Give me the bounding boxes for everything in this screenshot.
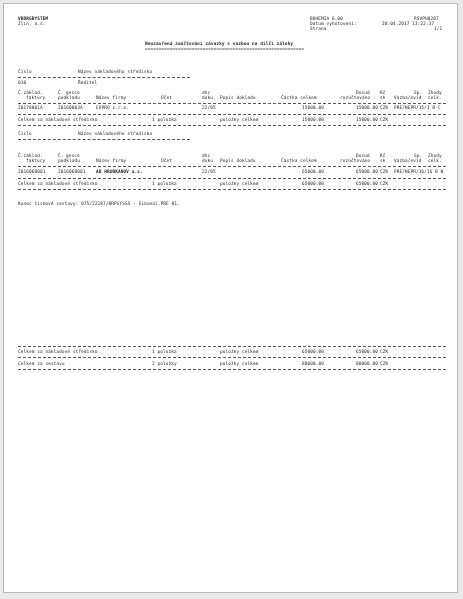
grand-total-label: Celkem za sestavu [18, 362, 65, 367]
section2-summary-dosud: 65000.00 [356, 182, 378, 187]
th2-podkladu: podkladu [58, 159, 80, 164]
group1-rule [18, 77, 190, 78]
group2-col-cislo: Číslo [18, 132, 32, 137]
th2-prefix: Č. [58, 154, 64, 159]
row1-kc: CZK [380, 106, 389, 111]
th-sk: sk [380, 96, 386, 101]
th2-sk: sk [380, 159, 386, 164]
row1-dhc: 22/05 [202, 106, 216, 111]
th-nazev-firmy: Název firmy [96, 96, 127, 101]
grand-summary-label: Celkem za nákladové středisko [18, 350, 98, 355]
section2-summary-castka: 65000.00 [302, 182, 324, 187]
company-name: VRDRGBYSTEM [18, 17, 49, 22]
th-sp: Sp. [414, 91, 423, 96]
group1-code: 010 [18, 81, 27, 86]
section1-summary-count: 1 položka [152, 118, 177, 123]
th2-faktury: faktury [26, 159, 46, 164]
group1-col-nazev: Název nákladového střediska [78, 70, 153, 75]
th-zhody: Zhody [428, 91, 442, 96]
grand-summary-kc: CZK [380, 350, 389, 355]
row2-kc: CZK [380, 170, 389, 175]
th2-gesce: gesce [66, 154, 80, 159]
th2-dhc: dhc [202, 154, 211, 159]
system-name: BOHEMIA 6.00 [310, 17, 343, 22]
report-id: RSVPH0287 [414, 17, 439, 22]
th2-zhody: Zhody [428, 154, 442, 159]
th2-doku: doku [202, 159, 213, 164]
th2-rozuctovano: rozúčtováno [340, 159, 371, 164]
grand-mid-rule [18, 357, 446, 358]
th2-dosud: Dosud [356, 154, 370, 159]
grand-total-mid: položky celkem [220, 362, 259, 367]
row2-castka: 65000.00 [302, 170, 324, 175]
th-ucet: Účet [161, 96, 172, 101]
row1-gesce: 20160003A [58, 106, 83, 111]
th-castka: Částka celkem [281, 96, 317, 101]
th-faktury: faktury [26, 96, 46, 101]
section1-summary-kc: CZK [380, 118, 389, 123]
group2-rule [18, 139, 190, 140]
printed-value: 20.04.2017 13:22:37 [382, 22, 435, 27]
grand-total-castka: 80000.00 [302, 362, 324, 367]
report-page [3, 3, 458, 593]
row2-vazba: PRE/NEPR/16/16 B N [394, 170, 444, 175]
th2-castka: Částka celkem [281, 159, 317, 164]
report-title: Neuzavřená zaúčtování závazky s vazbou na dílčí zálohy [145, 42, 294, 47]
group2-col-nazev: Název nákladového střediska [78, 132, 153, 137]
th-kc: Kč [380, 91, 386, 96]
th-prefix: Č. [58, 91, 64, 96]
page-label: Strana [310, 27, 327, 32]
table1-header-rule [18, 103, 446, 104]
th-zaklad: Č.základ. [18, 91, 43, 96]
row1-vazba: PRE/NEPR/15/1 B C [394, 106, 441, 111]
th-celk: celk. [428, 96, 442, 101]
company-place: Zlín, a.s. [18, 22, 46, 27]
section1-summary-rule [18, 125, 446, 126]
th2-vazba: Vazba/evid [394, 159, 422, 164]
grand-bottom-rule [18, 369, 446, 370]
section2-summary-count: 1 položka [152, 182, 177, 187]
section1-summary-castka: 15000.00 [302, 118, 324, 123]
row2-firma: AB HRUBKANOV a.s. [96, 170, 143, 175]
th2-kc: Kč [380, 154, 386, 159]
printed-label: Datum vyhotovení: [310, 22, 357, 27]
section2-summary-kc: CZK [380, 182, 389, 187]
grand-summary-castka: 65000.00 [302, 350, 324, 355]
table2-row-rule [18, 178, 446, 179]
th-podkladu: podkladu [58, 96, 80, 101]
th-dosud: Dosud [356, 91, 370, 96]
grand-summary-dosud: 65000.00 [356, 350, 378, 355]
section1-summary-dosud: 15000.00 [356, 118, 378, 123]
row1-dosud: 15000.00 [356, 106, 378, 111]
section1-summary-mid: položky celkem [220, 118, 259, 123]
th2-celk: celk. [428, 159, 442, 164]
th-dhc: dhc [202, 91, 211, 96]
th-vazba: Vazba/evid [394, 96, 422, 101]
th-gesce: gesce [66, 91, 80, 96]
th2-sp: Sp. [414, 154, 423, 159]
table1-row-rule [18, 114, 446, 115]
th2-nazev-firmy: Název firmy [96, 159, 127, 164]
title-underline: ========================================================== [145, 47, 305, 52]
section2-summary-rule [18, 189, 446, 190]
th2-popis: Popis dokladu [220, 159, 256, 164]
report-end-line: Konec tiskové sestavy: 075/22287/BRPGYSSS - Gibanal.PRE 01. [18, 202, 180, 207]
row2-gesce: 2016060001 [58, 170, 86, 175]
group1-col-cislo: Číslo [18, 70, 32, 75]
group1-name: Ředitel [78, 81, 98, 86]
th-popis: Popis dokladu [220, 96, 256, 101]
table2-header-rule [18, 166, 446, 167]
th2-zaklad: Č.základ. [18, 154, 43, 159]
row1-castka: 15000.00 [302, 106, 324, 111]
section1-summary-label: Celkem za nákladové středisko [18, 118, 98, 123]
row2-dhc: 22/05 [202, 170, 216, 175]
th2-ucet: Účet [161, 159, 172, 164]
grand-total-kc: CZK [380, 362, 389, 367]
row1-zaklad: 20170001A [18, 106, 43, 111]
grand-total-count: 2 položky [152, 362, 177, 367]
section2-summary-mid: položky celkem [220, 182, 259, 187]
grand-summary-count: 1 položka [152, 350, 177, 355]
page-value: 1/1 [434, 27, 443, 32]
section2-summary-label: Celkem za nákladové středisko [18, 182, 98, 187]
th-doku: doku [202, 96, 213, 101]
grand-top-rule [18, 346, 446, 347]
grand-summary-mid: položky celkem [220, 350, 259, 355]
row2-dosud: 65000.00 [356, 170, 378, 175]
th-rozuctovano: rozúčtováno [340, 96, 371, 101]
row1-firma: EXPRO s.r.o. [96, 106, 129, 111]
grand-total-dosud: 80000.00 [356, 362, 378, 367]
row2-zaklad: 2016060001 [18, 170, 46, 175]
